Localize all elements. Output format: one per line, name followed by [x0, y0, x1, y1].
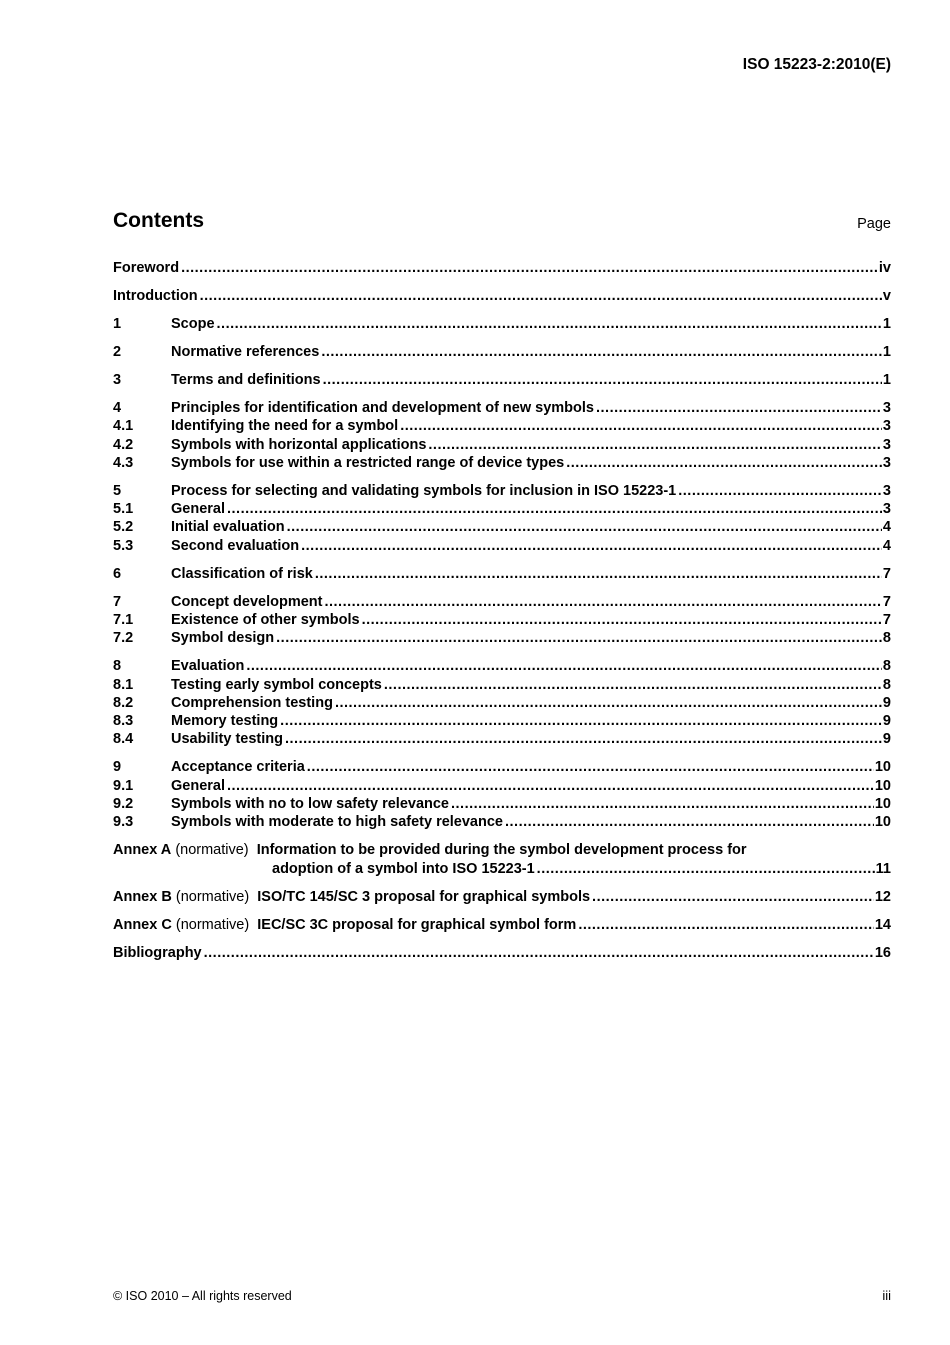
- toc-entry-number: 8: [113, 658, 122, 675]
- toc-entry-title-continuation: adoption of a symbol into ISO 15223-1: [272, 860, 535, 877]
- page-column-label: Page: [857, 216, 891, 232]
- toc-entry-8-4[interactable]: [113, 730, 891, 748]
- toc-entry-4-1[interactable]: [113, 417, 891, 435]
- toc-entry-title: Symbols for use within a restricted range of device types: [171, 454, 565, 471]
- toc-entry-page: 8: [882, 676, 891, 693]
- toc-entry-9-1[interactable]: [113, 777, 891, 795]
- toc-entry-6[interactable]: [113, 565, 891, 583]
- toc-entry-page: 3: [882, 454, 891, 471]
- toc-entry-2[interactable]: [113, 343, 891, 361]
- toc-entry-annex-a[interactable]: [113, 841, 891, 859]
- toc-entry-page: 3: [882, 482, 891, 499]
- toc-entry-5[interactable]: [113, 482, 891, 500]
- toc-entry-number: 4: [113, 399, 122, 416]
- annex-label: Annex B: [113, 888, 172, 905]
- toc-entry-number: 7: [113, 593, 122, 610]
- toc-entry-page: v: [882, 287, 891, 304]
- annex-label: Annex C: [113, 916, 172, 933]
- toc-entry-page: 10: [874, 777, 891, 794]
- contents-heading: Contents: [113, 209, 204, 232]
- toc-entry-number: 5.3: [113, 537, 134, 554]
- toc-entry-number: 9: [113, 759, 122, 776]
- toc-entry-page: 7: [882, 565, 891, 582]
- toc-entry-number: 9.2: [113, 796, 134, 812]
- toc-entry-page: 4: [882, 519, 891, 536]
- dot-leader: [227, 777, 874, 795]
- dot-leader: [217, 315, 882, 333]
- toc-entry-number: 4.1: [113, 418, 134, 435]
- toc-entry-number: 5.2: [113, 519, 134, 536]
- toc-entry-annex-a-continuation[interactable]: [113, 860, 891, 878]
- dot-leader: [301, 537, 882, 555]
- toc-entry-8-3[interactable]: [113, 712, 891, 730]
- toc-entry-title: Symbols with horizontal applications: [171, 436, 427, 453]
- toc-entry-number: 8.2: [113, 694, 134, 711]
- toc-entry-4-3[interactable]: [113, 454, 891, 472]
- toc-entry-page: 10: [874, 814, 891, 831]
- toc-entry-title: Comprehension testing: [171, 694, 333, 711]
- toc-entry-title: Evaluation: [171, 658, 245, 675]
- toc-entry-4[interactable]: [113, 399, 891, 417]
- toc-entry-title: Second evaluation: [171, 537, 300, 554]
- toc-entry-4-2[interactable]: [113, 436, 891, 454]
- toc-entry-page: 14: [874, 916, 891, 933]
- toc-entry-page: 7: [882, 593, 891, 610]
- dot-leader: [678, 482, 882, 500]
- toc-entry-page: iv: [878, 260, 891, 276]
- toc-entry-title: Memory testing: [171, 713, 279, 730]
- toc-entry-8[interactable]: [113, 657, 891, 675]
- toc-entry-page: 1: [882, 343, 891, 360]
- toc-entry-number: 4.2: [113, 436, 134, 453]
- dot-leader: [592, 888, 874, 906]
- dot-leader: [362, 611, 882, 629]
- toc-entry-title: Usability testing: [171, 731, 283, 748]
- toc-entry-page: 8: [882, 658, 891, 675]
- annex-label: Annex A: [113, 842, 172, 859]
- toc-entry-annex-b[interactable]: [113, 888, 891, 906]
- toc-entry-title: Bibliography: [113, 944, 202, 961]
- dot-leader: [596, 399, 882, 417]
- toc-entry-7[interactable]: [113, 593, 891, 611]
- dot-leader: [323, 371, 882, 389]
- toc-entry-title: General: [171, 777, 225, 794]
- toc-entry-number: 3: [113, 371, 122, 388]
- toc-entry-3[interactable]: [113, 371, 891, 389]
- dot-leader: [276, 629, 882, 647]
- toc-entry-title: Introduction: [113, 287, 198, 304]
- toc-entry-title: Classification of risk: [171, 565, 313, 582]
- toc-entry-title: Testing early symbol concepts: [171, 676, 382, 693]
- toc-entry-title: Principles for identification and development of new symbols: [171, 399, 594, 416]
- toc-entry-title: Identifying the need for a symbol: [171, 418, 399, 435]
- dot-leader: [428, 436, 882, 454]
- toc-entry-8-1[interactable]: [113, 676, 891, 694]
- toc-entry-9[interactable]: [113, 758, 891, 776]
- toc-entry-page: 7: [882, 611, 891, 628]
- table-of-contents: [113, 259, 891, 962]
- toc-entry-number: 8.4: [113, 731, 134, 748]
- dot-leader: [321, 343, 882, 361]
- dot-leader: [400, 417, 882, 435]
- toc-entry-title: Initial evaluation: [171, 519, 285, 536]
- toc-entry-page: 3: [882, 436, 891, 453]
- toc-entry-page: 10: [874, 759, 891, 776]
- toc-entry-introduction[interactable]: [113, 287, 891, 305]
- toc-entry-1[interactable]: [113, 315, 891, 333]
- toc-entry-title: Normative references: [171, 343, 320, 360]
- copyright-notice: © ISO 2010 – All rights reserved: [113, 1289, 292, 1303]
- toc-entry-page: 4: [882, 537, 891, 554]
- toc-entry-number: 9.3: [113, 814, 134, 831]
- toc-entry-title: General: [171, 501, 225, 518]
- toc-entry-annex-c[interactable]: [113, 916, 891, 934]
- dot-leader: [227, 500, 882, 518]
- toc-entry-number: 9.1: [113, 777, 134, 794]
- toc-entry-title: Scope: [171, 315, 215, 332]
- toc-entry-number: 5.1: [113, 501, 134, 518]
- toc-entry-5-2[interactable]: [113, 518, 891, 536]
- toc-entry-number: 6: [113, 565, 122, 582]
- toc-entry-title: Concept development: [171, 593, 323, 610]
- toc-entry-number: 8.3: [113, 713, 134, 730]
- toc-entry-page: 9: [882, 694, 891, 711]
- dot-leader: [324, 593, 881, 611]
- toc-entry-page: 3: [882, 418, 891, 435]
- dot-leader: [307, 758, 874, 776]
- dot-leader: [285, 730, 882, 748]
- toc-entry-number: 5: [113, 482, 122, 499]
- toc-entry-bibliography[interactable]: [113, 944, 891, 962]
- annex-qualifier: (normative): [175, 888, 250, 905]
- toc-entry-number: 1: [113, 315, 122, 332]
- dot-leader: [566, 454, 882, 472]
- toc-entry-page: 12: [874, 888, 891, 905]
- toc-entry-8-2[interactable]: [113, 694, 891, 712]
- toc-entry-title: Symbols with no to low safety relevance: [171, 796, 449, 812]
- dot-leader: [384, 676, 882, 694]
- toc-entry-title: Foreword: [113, 260, 180, 276]
- annex-qualifier: (normative): [175, 916, 250, 933]
- document-id: ISO 15223-2:2010(E): [742, 56, 891, 73]
- toc-entry-title: Information to be provided during the symbol development process for: [256, 842, 747, 859]
- toc-entry-5-3[interactable]: [113, 537, 891, 555]
- toc-entry-foreword[interactable]: [113, 259, 891, 277]
- toc-entry-title: IEC/SC 3C proposal for graphical symbol form: [257, 916, 577, 933]
- toc-entry-page: 1: [882, 371, 891, 388]
- toc-entry-number: 7.2: [113, 630, 134, 647]
- toc-entry-page: 1: [882, 315, 891, 332]
- toc-entry-title: Symbols with moderate to high safety relevance: [171, 814, 503, 831]
- dot-leader: [451, 795, 874, 813]
- toc-entry-page: 9: [882, 713, 891, 730]
- toc-entry-number: 8.1: [113, 676, 134, 693]
- toc-entry-title: Terms and definitions: [171, 371, 321, 388]
- toc-entry-number: 4.3: [113, 454, 134, 471]
- toc-entry-page: 16: [874, 944, 891, 961]
- toc-entry-page: 3: [882, 399, 891, 416]
- dot-leader: [204, 944, 874, 962]
- toc-entry-title: Symbol design: [171, 630, 275, 647]
- toc-entry-number: 2: [113, 343, 122, 360]
- page-number: iii: [882, 1288, 891, 1303]
- toc-entry-9-3[interactable]: [113, 813, 891, 831]
- toc-entry-page: 11: [875, 860, 891, 877]
- toc-entry-number: 7.1: [113, 611, 134, 628]
- dot-leader: [246, 657, 882, 675]
- dot-leader: [578, 916, 874, 934]
- dot-leader: [200, 287, 882, 305]
- toc-entry-page: 9: [882, 731, 891, 748]
- dot-leader: [315, 565, 882, 583]
- toc-entry-page: 10: [874, 796, 891, 812]
- dot-leader: [181, 259, 878, 277]
- dot-leader: [505, 813, 874, 831]
- dot-leader: [280, 712, 882, 730]
- toc-entry-page: 8: [882, 630, 891, 647]
- toc-entry-title: ISO/TC 145/SC 3 proposal for graphical symbols: [257, 888, 591, 905]
- toc-entry-5-1[interactable]: [113, 500, 891, 518]
- annex-qualifier: (normative): [175, 842, 249, 859]
- dot-leader: [335, 694, 882, 712]
- toc-entry-title: Acceptance criteria: [171, 759, 305, 776]
- toc-entry-title: Existence of other symbols: [171, 611, 360, 628]
- toc-entry-page: 3: [882, 501, 891, 518]
- dot-leader: [537, 860, 875, 878]
- toc-entry-7-1[interactable]: [113, 611, 891, 629]
- toc-entry-9-2[interactable]: [113, 795, 891, 813]
- toc-entry-7-2[interactable]: [113, 629, 891, 647]
- toc-entry-title: Process for selecting and validating symbols for inclusion in ISO 15223-1: [171, 482, 677, 499]
- dot-leader: [287, 518, 882, 536]
